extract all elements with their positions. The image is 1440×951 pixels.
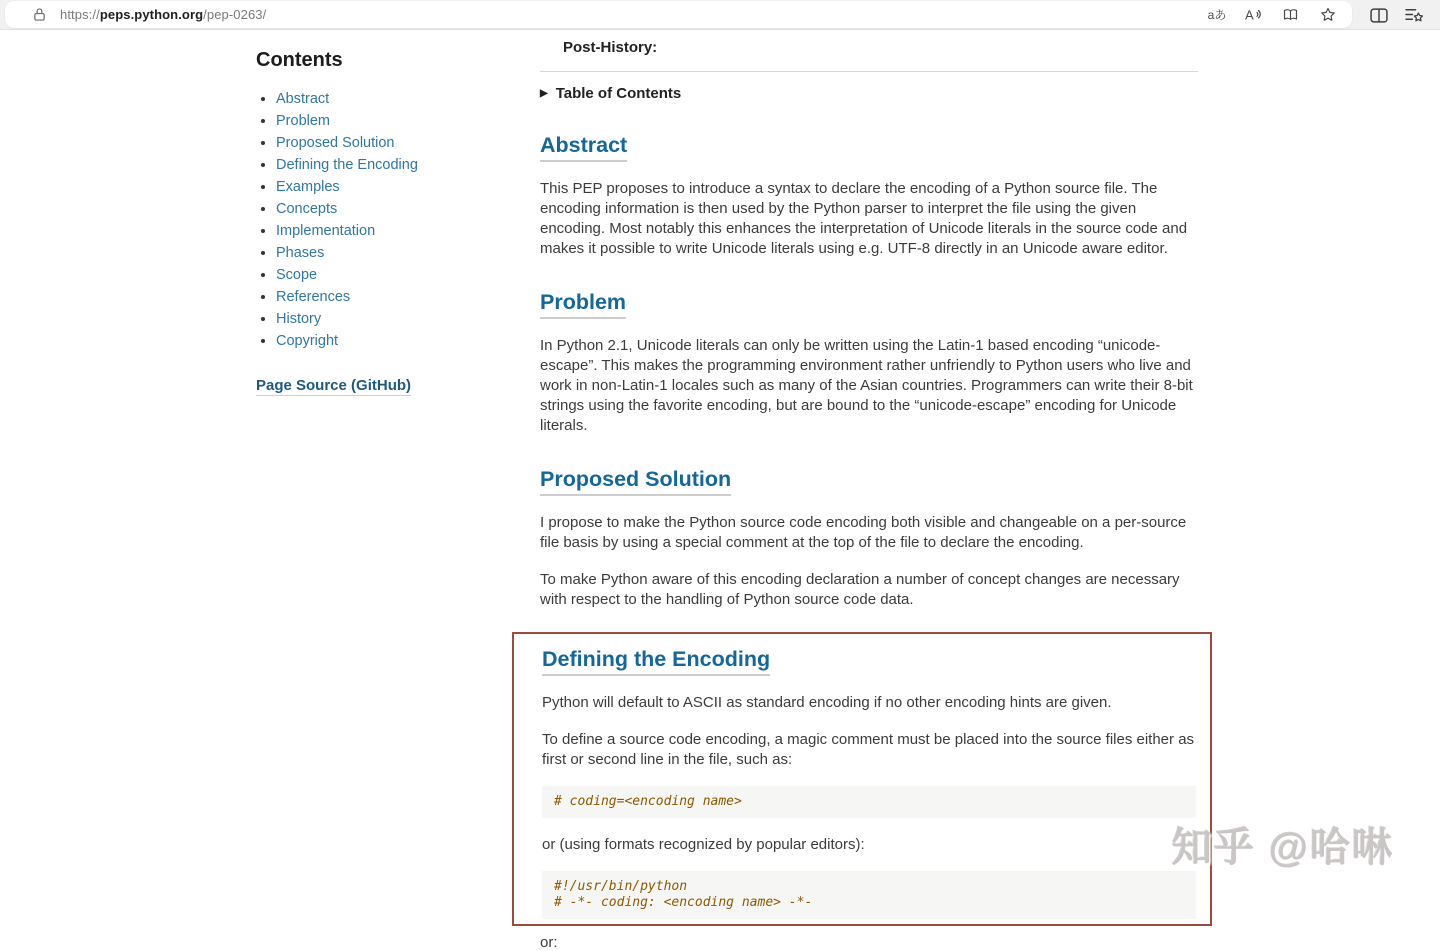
- code-line: # coding=<encoding name>: [554, 794, 742, 809]
- code-line: #!/usr/bin/python: [554, 879, 688, 894]
- sidebar-item-phases: [276, 244, 506, 262]
- sidebar-item-scope: [276, 266, 506, 284]
- defining-encoding-paragraph-1: Python will default to ASCII as standard encoding if no other encoding hints are given.: [542, 694, 1112, 711]
- sidebar-item-implementation: [276, 222, 506, 240]
- translate-icon[interactable]: aあ: [1207, 8, 1227, 22]
- post-history-label: Post-History:: [563, 39, 658, 56]
- sidebar-link-references[interactable]: References: [276, 289, 351, 305]
- code-block-shebang-coding: [542, 871, 1196, 919]
- code-block-coding-comment: [542, 786, 1196, 818]
- contents-sidebar: [256, 49, 506, 396]
- defining-encoding-paragraph-2: To define a source code encoding, a magic comment must be placed into the source files either as first or second line in the file, such as:: [542, 731, 1195, 768]
- immersive-reader-icon[interactable]: [1281, 4, 1301, 26]
- sidebar-link-phases[interactable]: Phases: [276, 245, 325, 261]
- proposed-solution-paragraph-2: To make Python aware of this encoding declaration a number of concept changes are necessary with respect to the handling of Python source code data.: [540, 571, 1180, 608]
- toolbar-right-icons: [1354, 0, 1440, 30]
- collections-star-list-icon[interactable]: [1405, 4, 1425, 26]
- section-link-problem[interactable]: Problem: [540, 289, 626, 319]
- page-source-link[interactable]: Page Source (GitHub): [256, 377, 412, 394]
- sidebar-link-abstract[interactable]: Abstract: [276, 91, 330, 107]
- svg-text:A: A: [1244, 7, 1254, 22]
- read-aloud-icon[interactable]: [1244, 4, 1264, 26]
- sidebar-item-problem: [276, 112, 506, 130]
- sidebar-link-examples[interactable]: Examples: [276, 179, 340, 195]
- section-link-proposed-solution[interactable]: Proposed Solution: [540, 466, 731, 496]
- sidebar-item-abstract: [276, 90, 506, 108]
- toc-disclosure[interactable]: [540, 85, 1198, 102]
- contents-title: Contents: [256, 49, 343, 71]
- address-bar[interactable]: [5, 1, 1352, 28]
- toc-triangle-icon: ▶: [540, 88, 548, 99]
- sidebar-link-proposed-solution[interactable]: Proposed Solution: [276, 135, 395, 151]
- section-title-problem: [540, 289, 1198, 319]
- add-favorite-star-icon[interactable]: [1318, 4, 1338, 26]
- sidebar-item-history: [276, 310, 506, 328]
- address-bar-icons: [1207, 4, 1338, 26]
- sidebar-link-history[interactable]: History: [276, 311, 322, 327]
- sidebar-link-implementation[interactable]: Implementation: [276, 223, 376, 239]
- sidebar-link-copyright[interactable]: Copyright: [276, 333, 339, 349]
- sidebar-link-scope[interactable]: Scope: [276, 267, 318, 283]
- proposed-solution-paragraph-1: I propose to make the Python source code encoding both visible and changeable on a per-source file basis by using a special comment at the top of the file to declare the encoding.: [540, 514, 1187, 551]
- sidebar-item-concepts: [276, 200, 506, 218]
- highlight-annotation-box: [512, 632, 1212, 926]
- url-path: /pep-0263/: [203, 7, 267, 22]
- browser-chrome: [0, 0, 1440, 30]
- section-link-defining-encoding[interactable]: Defining the Encoding: [542, 646, 770, 676]
- problem-paragraph: In Python 2.1, Unicode literals can only be written using the Latin-1 based encoding “unicode-escape”. This makes the programming environment rather unfriendly to Python users who live and work in non-Latin-1 locales such as many of the Asian countries. Programmers can write their 8-bit strings using the favorite encoding, but are bound to the “unicode-escape” encoding for Unicode literals.: [540, 337, 1193, 434]
- or-editors-paragraph: or (using formats recognized by popular editors):: [542, 836, 865, 853]
- sidebar-item-references: [276, 288, 506, 306]
- url-scheme: https://: [60, 7, 100, 22]
- abstract-paragraph: This PEP proposes to introduce a syntax to declare the encoding of a Python source file. The encoding information is then used by the Python parser to interpret the file using the given encoding. Most notably this enhances the interpretation of Unicode literals in the source code and makes it possible to write Unicode literals using e.g. UTF-8 directly in an Unicode aware editor.: [540, 180, 1188, 257]
- section-title-proposed-solution: [540, 466, 1198, 496]
- sidebar-link-problem[interactable]: Problem: [276, 113, 330, 129]
- sidebar-item-proposed-solution: [276, 134, 506, 152]
- sidebar-item-examples: [276, 178, 506, 196]
- main-article: [540, 31, 1198, 951]
- zhihu-watermark: 知乎 @哈啉: [1172, 826, 1395, 870]
- toc-label: Table of Contents: [555, 85, 682, 102]
- sidebar-link-defining-the-encoding[interactable]: Defining the Encoding: [276, 157, 418, 173]
- section-title-abstract: [540, 132, 1198, 162]
- code-line: # -*- coding: <encoding name> -*-: [554, 895, 813, 910]
- lock-icon[interactable]: [33, 7, 46, 22]
- header-divider: [540, 71, 1198, 72]
- section-title-defining-encoding: [542, 646, 1196, 676]
- sidebar-item-defining-the-encoding: [276, 156, 506, 174]
- page-content: [0, 31, 1440, 951]
- sidebar-link-concepts[interactable]: Concepts: [276, 201, 338, 217]
- section-link-abstract[interactable]: Abstract: [540, 132, 627, 162]
- split-screen-icon[interactable]: [1369, 4, 1389, 26]
- url-text[interactable]: [60, 7, 1207, 22]
- sidebar-item-copyright: [276, 332, 506, 350]
- contents-list: [276, 90, 506, 350]
- or-final-text: or:: [540, 934, 558, 951]
- url-domain: peps.python.org: [99, 7, 204, 22]
